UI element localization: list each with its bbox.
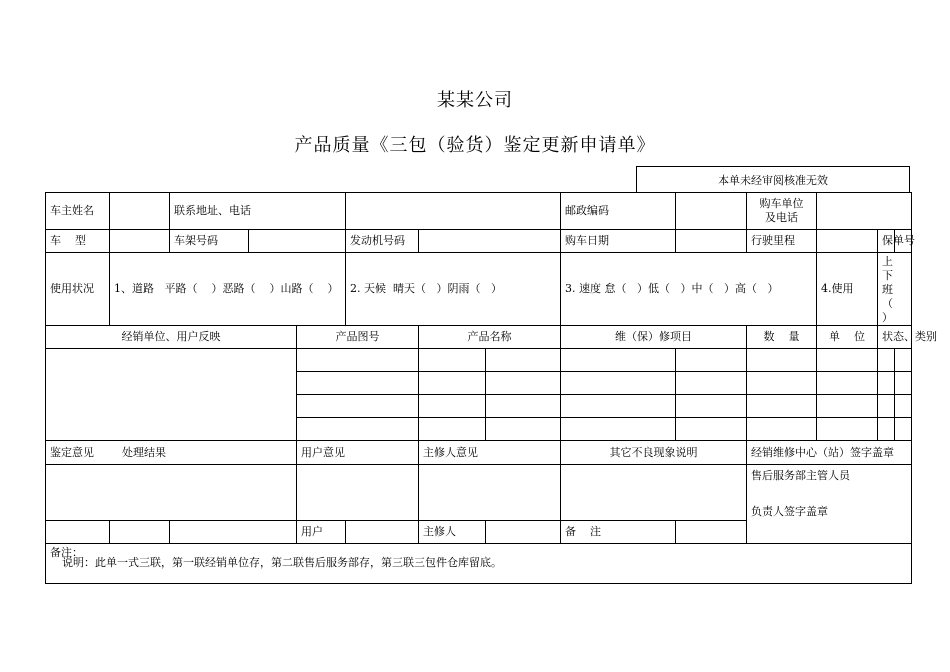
status-cell[interactable] xyxy=(895,395,912,418)
appraisal-opinion-field[interactable] xyxy=(46,465,297,521)
unit-cell[interactable] xyxy=(817,349,878,372)
sign-cell[interactable] xyxy=(110,521,170,544)
buyer-unit-field[interactable] xyxy=(817,193,912,230)
repairer-opinion-field[interactable] xyxy=(419,465,561,521)
buy-date-field[interactable] xyxy=(676,230,747,253)
other-defects-field[interactable] xyxy=(561,465,747,521)
product-name-cell[interactable] xyxy=(419,372,486,395)
speed-condition: 3. 速度 怠（ ）低（ ）中（ ）高（ ） xyxy=(561,253,817,326)
repair-item-cell[interactable] xyxy=(676,418,747,441)
engine-no-field[interactable] xyxy=(419,230,561,253)
product-name-cell[interactable] xyxy=(486,349,561,372)
unit-cell[interactable] xyxy=(817,395,878,418)
model-label: 车 型 xyxy=(46,230,110,253)
repairer-opinion-label: 主修人意见 xyxy=(419,441,561,465)
shift-use: 上 下 班 （ ） xyxy=(878,253,912,326)
product-name-cell[interactable] xyxy=(486,418,561,441)
model-field[interactable] xyxy=(110,230,170,253)
dealer-feedback-field[interactable] xyxy=(46,349,297,441)
unit-cell[interactable] xyxy=(817,372,878,395)
repairer-sign-field[interactable] xyxy=(486,521,561,544)
unit-cell[interactable] xyxy=(817,418,878,441)
quantity-cell[interactable] xyxy=(747,349,817,372)
user-sign-label: 用户 xyxy=(297,521,346,544)
remarks-sign-label: 备 注 xyxy=(561,521,676,544)
repairer-sign-label: 主修人 xyxy=(419,521,486,544)
dealer-center-field[interactable] xyxy=(747,465,912,544)
part-no-cell[interactable] xyxy=(297,418,419,441)
repair-items-header: 维（保）修项目 xyxy=(561,326,747,349)
status-cell[interactable] xyxy=(878,395,895,418)
dealer-feedback-header: 经销单位、用户反映 xyxy=(46,326,297,349)
status-cell[interactable] xyxy=(895,349,912,372)
status-cell[interactable] xyxy=(878,418,895,441)
use-label: 4.使用 xyxy=(817,253,878,326)
company-name: 某某公司 xyxy=(437,90,513,111)
repair-item-cell[interactable] xyxy=(676,372,747,395)
sign-cell[interactable] xyxy=(46,521,110,544)
product-name-cell[interactable] xyxy=(486,372,561,395)
road-condition: 1、道路 平路（ ）恶路（ ）山路（ ） xyxy=(110,253,346,326)
note-label: 备注： xyxy=(50,546,83,559)
handling-result-label: 处理结果 xyxy=(122,445,166,459)
postal-field[interactable] xyxy=(676,193,747,230)
contact-label: 联系地址、电话 xyxy=(170,193,346,230)
product-name-header: 产品名称 xyxy=(419,326,561,349)
postal-label: 邮政编码 xyxy=(561,193,676,230)
owner-name-field[interactable] xyxy=(110,193,170,230)
item-row-1 xyxy=(46,349,912,372)
warranty-no-label: 保单号 xyxy=(878,230,895,253)
weather-condition: 2. 天候 晴天（ ）阴雨（ ） xyxy=(346,253,561,326)
quantity-header: 数 量 xyxy=(747,326,817,349)
repair-item-cell[interactable] xyxy=(561,418,676,441)
status-cell[interactable] xyxy=(895,418,912,441)
opinion-content-row xyxy=(46,465,912,521)
mileage-label: 行驶里程 xyxy=(747,230,817,253)
opinion-row xyxy=(46,441,912,465)
appraisal-opinion-cell xyxy=(46,441,297,465)
product-name-cell[interactable] xyxy=(486,395,561,418)
user-opinion-field[interactable] xyxy=(297,465,419,521)
status-cell[interactable] xyxy=(878,349,895,372)
repair-item-cell[interactable] xyxy=(676,395,747,418)
usage-row xyxy=(46,253,912,326)
buyer-unit-label: 购车单位 及电话 xyxy=(747,193,817,230)
application-form-table xyxy=(45,192,938,584)
status-header: 状态、类别 xyxy=(878,326,912,349)
repair-item-cell[interactable] xyxy=(561,372,676,395)
quantity-cell[interactable] xyxy=(747,418,817,441)
mileage-field[interactable] xyxy=(817,230,878,253)
usage-label: 使用状况 xyxy=(46,253,110,326)
part-no-cell[interactable] xyxy=(297,349,419,372)
product-name-cell[interactable] xyxy=(419,349,486,372)
product-name-cell[interactable] xyxy=(419,395,486,418)
engine-no-label: 发动机号码 xyxy=(346,230,419,253)
approval-notice: 本单未经审阅核准无效 xyxy=(636,166,910,192)
buy-date-label: 购车日期 xyxy=(561,230,676,253)
contact-field[interactable] xyxy=(346,193,561,230)
items-header-row xyxy=(46,326,912,349)
frame-no-label: 车架号码 xyxy=(170,230,249,253)
vehicle-row xyxy=(46,230,912,253)
quantity-cell[interactable] xyxy=(747,372,817,395)
dealer-center-label: 经销维修中心（站）签字盖章 xyxy=(747,441,912,465)
user-sign-field[interactable] xyxy=(346,521,419,544)
form-title: 产品质量《三包（验货）鉴定更新申请单》 xyxy=(294,135,656,156)
service-supervisor-label: 售后服务部主管人员 xyxy=(751,469,851,482)
quantity-cell[interactable] xyxy=(747,395,817,418)
repair-item-cell[interactable] xyxy=(676,349,747,372)
remarks-sign-field[interactable] xyxy=(676,521,747,544)
repair-item-cell[interactable] xyxy=(561,349,676,372)
sign-cell[interactable] xyxy=(170,521,297,544)
status-cell[interactable] xyxy=(895,372,912,395)
product-name-cell[interactable] xyxy=(419,418,486,441)
footer-instructions: 说明：此单一式三联，第一联经销单位存，第二联售后服务部存，第三联三包件仓库留底。 xyxy=(62,556,502,569)
appraisal-opinion-label: 鉴定意见 xyxy=(50,445,94,459)
owner-row xyxy=(46,193,912,230)
owner-name-label: 车主姓名 xyxy=(46,193,110,230)
part-no-cell[interactable] xyxy=(297,372,419,395)
repair-item-cell[interactable] xyxy=(561,395,676,418)
user-opinion-label: 用户意见 xyxy=(297,441,419,465)
part-no-header: 产品图号 xyxy=(297,326,419,349)
responsible-sign-label: 负责人签字盖章 xyxy=(751,505,829,518)
other-defects-label: 其它不良现象说明 xyxy=(561,441,747,465)
frame-no-field[interactable] xyxy=(249,230,346,253)
unit-header: 单 位 xyxy=(817,326,878,349)
part-no-cell[interactable] xyxy=(297,395,419,418)
status-cell[interactable] xyxy=(878,372,895,395)
